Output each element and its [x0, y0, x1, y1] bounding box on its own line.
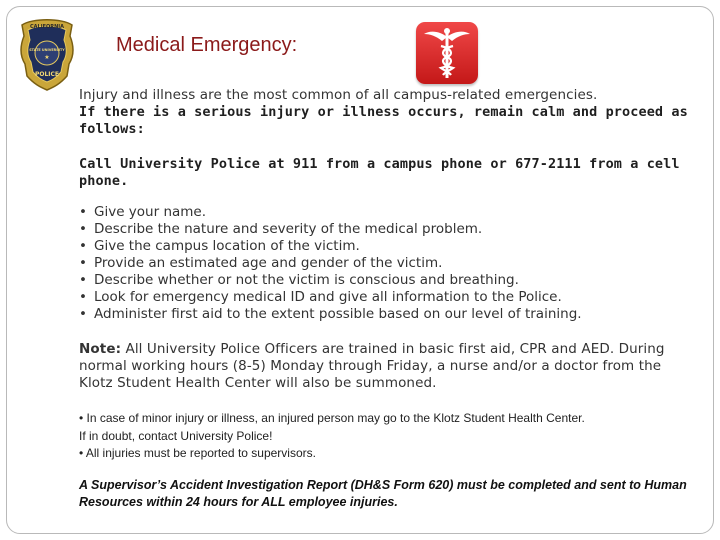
- note-text: All University Police Officers are trained in basic first aid, CPR and AED. During normal working hours (8-5) Monday through Friday, a nurse and/or a doctor from the Klotz Student Health Center will also be summoned.: [79, 341, 665, 391]
- badge-bottom-text: POLICE: [34, 71, 60, 78]
- list-item: • Administer first aid to the extent possible based on our level of training.: [79, 306, 582, 322]
- contact-police-line: If in doubt, contact University Police!: [79, 428, 273, 443]
- police-badge-logo: [18, 16, 76, 92]
- list-item: • Provide an estimated age and gender of the victim.: [79, 255, 443, 271]
- steps-list: [79, 204, 699, 323]
- note-label: Note:: [79, 341, 122, 357]
- list-item: • Describe the nature and severity of the medical problem.: [79, 221, 483, 237]
- supervisor-report-notice: A Supervisor’s Accident Investigation Report (DH&S Form 620) must be completed and sent to Human Resources within 24 hours for ALL employee injuries.: [79, 477, 687, 509]
- svg-text:★: ★: [44, 54, 50, 61]
- intro-instruction: If there is a serious injury or illness occurs, remain calm and proceed as follows:: [79, 104, 688, 137]
- call-instruction: Call University Police at 911 from a campus phone or 677-2111 from a cell phone.: [79, 156, 680, 189]
- list-item: • Give the campus location of the victim.: [79, 238, 360, 254]
- badge-inner-text: STATE UNIVERSITY: [29, 48, 65, 52]
- intro-line: Injury and illness are the most common of all campus-related emergencies.: [79, 87, 598, 103]
- caduceus-icon: [416, 22, 478, 84]
- list-item: • Give your name.: [79, 204, 207, 220]
- list-item: • Look for emergency medical ID and give all information to the Police.: [79, 289, 562, 305]
- list-item: • Describe whether or not the victim is conscious and breathing.: [79, 272, 519, 288]
- note-paragraph: [79, 341, 699, 392]
- minor-injury-line: • In case of minor injury or illness, an injured person may go to the Klotz Student Health Center.: [79, 411, 585, 425]
- page-title: Medical Emergency:: [116, 34, 298, 56]
- report-line: • All injuries must be reported to supervisors.: [79, 446, 316, 460]
- content: [79, 87, 699, 512]
- badge-arc-text: CALIFORNIA: [29, 24, 65, 30]
